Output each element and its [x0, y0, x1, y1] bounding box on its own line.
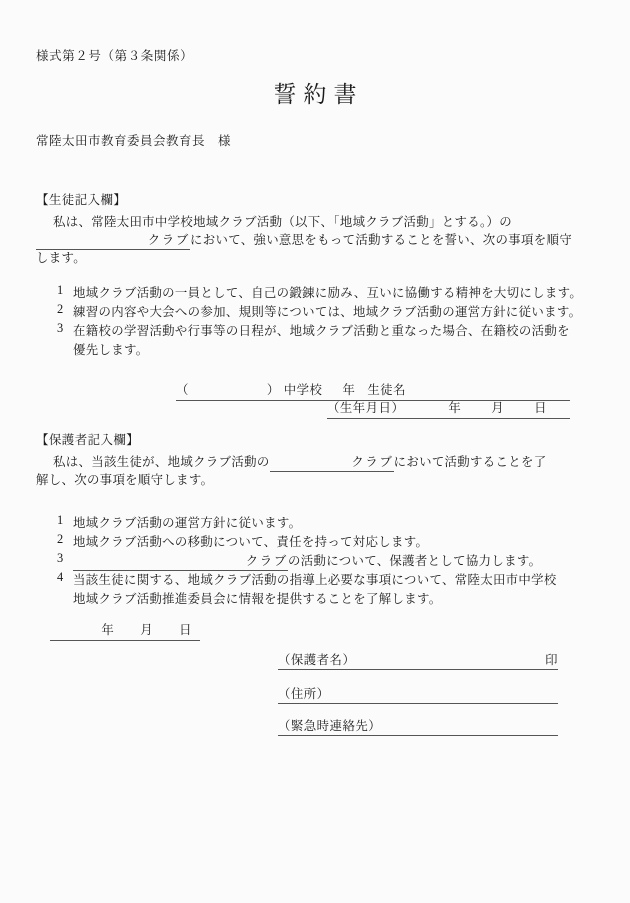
- form-number: 様式第２号（第３条関係）: [36, 49, 194, 63]
- student-club-blank-label: クラブ: [147, 233, 190, 247]
- student-item-text-cont: 優先します。: [73, 343, 149, 357]
- grade-label: 年: [342, 383, 356, 397]
- date-month-label: 月: [140, 623, 154, 637]
- guardian-emergency-contact-label: （緊急時連絡先）: [278, 719, 382, 733]
- guardian-emergency-contact-line: [278, 716, 558, 736]
- student-intro-line-3: します。: [36, 251, 86, 265]
- student-item-text: 練習の内容や大会への参加、規則等については、地域クラブ活動の運営方針に従います。: [73, 305, 582, 319]
- student-intro-line-2: [36, 230, 572, 250]
- school-paren-close: ）: [266, 383, 280, 397]
- student-item-number: 2: [57, 302, 64, 316]
- student-item-number: 1: [57, 283, 64, 297]
- student-intro-line-2-rest: において、強い意思をもって活動することを誓い、次の事項を順守: [190, 233, 572, 247]
- school-suffix-label: 中学校: [283, 383, 323, 397]
- date-day-label: 日: [179, 623, 192, 637]
- guardian-item-number: 4: [57, 570, 64, 584]
- guardian-intro-post: において活動することを了: [393, 455, 547, 469]
- student-item-text: 在籍校の学習活動や行事等の日程が、地域クラブ活動と重なった場合、在籍校の活動を: [73, 324, 570, 338]
- guardian-item-number: 2: [57, 532, 64, 546]
- guardian-address-line: [278, 684, 558, 704]
- guardian-item-text: 地域クラブ活動への移動について、責任を持って対応します。: [73, 535, 429, 549]
- guardian-club-blank-label: クラブ: [351, 455, 394, 469]
- guardian-name-line: [278, 650, 558, 670]
- guardian-name-label: （保護者名）: [278, 653, 356, 667]
- school-paren-open: （: [176, 383, 189, 397]
- student-intro-line-1: 私は、常陸太田市中学校地域クラブ活動（以下、「地域クラブ活動」とする。）の: [53, 215, 513, 229]
- addressee: 常陸太田市教育委員会教育長 様: [36, 134, 232, 148]
- guardian-item-text: 当該生徒に関する、地域クラブ活動の指導上必要な事項について、常陸太田市中学校: [73, 573, 557, 587]
- birthdate-label: （生年月日）: [327, 401, 405, 415]
- guardian-item3-club-blank-label: クラブ: [245, 554, 288, 568]
- guardian-section-heading: 【保護者記入欄】: [36, 433, 140, 447]
- guardian-item3-text-after: の活動について、保護者として協力します。: [288, 554, 542, 568]
- guardian-intro-line-1: [53, 452, 546, 472]
- page-title: 誓約書: [273, 82, 364, 107]
- guardian-address-label: （住所）: [278, 687, 330, 701]
- guardian-intro-line-2: 解し、次の事項を順守します。: [36, 473, 214, 487]
- birth-year-label: 年: [448, 401, 462, 415]
- student-birthdate-line: [327, 398, 570, 419]
- guardian-item-text-cont: 地域クラブ活動推進委員会に情報を提供することを了解します。: [73, 592, 442, 606]
- birth-day-label: 日: [534, 401, 548, 415]
- guardian-item-with-blank: [73, 551, 541, 571]
- guardian-item-text: 地域クラブ活動の運営方針に従います。: [73, 516, 302, 530]
- date-year-label: 年: [101, 623, 115, 637]
- guardian-date-line: [50, 620, 200, 641]
- seal-label: 印: [545, 653, 558, 667]
- student-item-text: 地域クラブ活動の一員として、自己の鍛錬に励み、互いに協働する精神を大切にします。: [73, 286, 583, 300]
- guardian-item-number: 1: [57, 513, 64, 527]
- student-section-heading: 【生徒記入欄】: [36, 193, 127, 207]
- guardian-intro-pre: 私は、当該生徒が、地域クラブ活動の: [53, 455, 270, 469]
- guardian-item-number: 3: [57, 551, 64, 565]
- birth-month-label: 月: [491, 401, 505, 415]
- student-item-number: 3: [57, 321, 64, 335]
- student-name-label: 生徒名: [367, 383, 407, 397]
